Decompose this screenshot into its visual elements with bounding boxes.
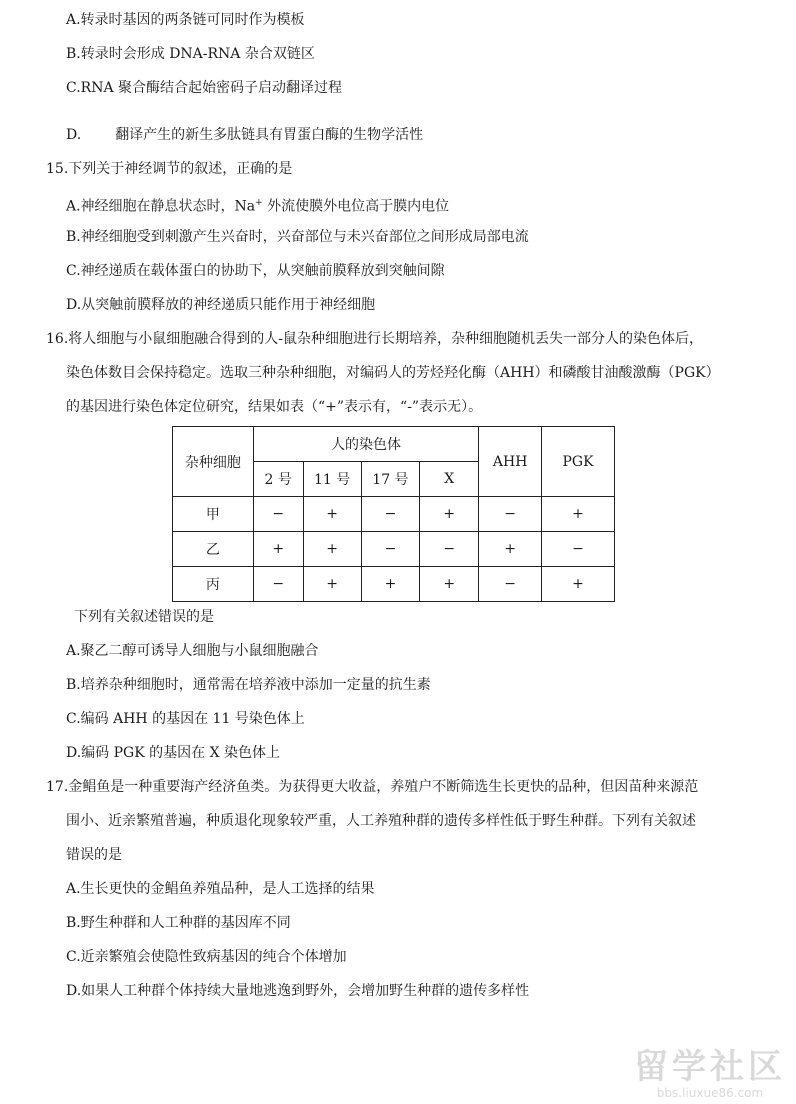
cell-chrom-x: + xyxy=(420,497,479,532)
q15-option-c: C.神经递质在载体蛋白的协助下，从突触前膜释放到突触间隙 xyxy=(66,263,445,279)
q17-stem-line-2: 围小、近亲繁殖普遍，种质退化现象较严重，人工养殖种群的遗传多样性低于野生种群。下列有关叙述 xyxy=(66,813,696,829)
watermark xyxy=(634,1048,786,1100)
cell-pgk: + xyxy=(542,567,615,602)
q15-option-a-pre: A.神经细胞在静息状态时，Na xyxy=(66,198,256,215)
cell-chrom-11: + xyxy=(303,567,361,602)
q17-option-c: C.近亲繁殖会使隐性致病基因的纯合个体增加 xyxy=(66,949,347,965)
cell-chrom-17: − xyxy=(361,532,420,567)
q15-stem: 15.下列关于神经调节的叙述，正确的是 xyxy=(46,161,293,177)
cell-chrom-11: + xyxy=(303,497,361,532)
table-row xyxy=(173,532,615,567)
q17-option-a: A.生长更快的金鲳鱼养殖品种，是人工选择的结果 xyxy=(66,881,375,897)
cell-chrom-11: + xyxy=(303,532,361,567)
header-chrom-17: 17 号 xyxy=(361,462,420,497)
cell-chrom-2: + xyxy=(253,532,303,567)
q16-option-b: B.培养杂种细胞时，通常需在培养液中添加一定量的抗生素 xyxy=(66,677,431,693)
header-chrom-2: 2 号 xyxy=(253,462,303,497)
q14-option-d-label: D. xyxy=(66,127,82,143)
q16-stem-line-3: 的基因进行染色体定位研究，结果如表（“+”表示有，“-”表示无）。 xyxy=(66,399,483,415)
header-chrom-x: X xyxy=(420,462,479,497)
watermark-logo: 留学社区 xyxy=(634,1047,786,1087)
q15-option-d: D.从突触前膜释放的神经递质只能作用于神经细胞 xyxy=(66,297,376,313)
row-name: 丙 xyxy=(173,567,254,602)
q17-option-b: B.野生种群和人工种群的基因库不同 xyxy=(66,915,291,931)
q14-option-d xyxy=(66,125,423,145)
q15-option-a-post: 外流使膜外电位高于膜内电位 xyxy=(262,198,450,215)
q15-option-a xyxy=(66,193,449,217)
cell-pgk: − xyxy=(542,532,615,567)
q17-stem-line-3: 错误的是 xyxy=(66,847,122,863)
q15-option-a-sup: + xyxy=(255,198,263,208)
cell-chrom-x: + xyxy=(420,567,479,602)
row-name: 乙 xyxy=(173,532,254,567)
q16-stem-line-2: 染色体数目会保持稳定。选取三种杂种细胞，对编码人的芳烃羟化酶（AHH）和磷酸甘油酸激酶（PGK） xyxy=(66,365,720,381)
q16-option-c: C.编码 AHH 的基因在 11 号染色体上 xyxy=(66,711,305,727)
cell-chrom-x: − xyxy=(420,532,479,567)
q16-option-a: A.聚乙二醇可诱导人细胞与小鼠细胞融合 xyxy=(66,643,319,659)
q16-stem-line-1: 16.将人细胞与小鼠细胞融合得到的人-鼠杂种细胞进行长期培养，杂种细胞随机丢失一部分人的染色体后， xyxy=(46,331,703,347)
q17-stem-line-1: 17.金鲳鱼是一种重要海产经济鱼类。为获得更大收益，养殖户不断筛选生长更快的品种，但因苗种来源范 xyxy=(46,779,699,795)
q16-option-d: D.编码 PGK 的基因在 X 染色体上 xyxy=(66,745,281,761)
chromosome-table xyxy=(172,426,615,602)
cell-ahh: − xyxy=(479,567,542,602)
q14-option-b: B.转录时会形成 DNA-RNA 杂合双链区 xyxy=(66,46,315,62)
cell-chrom-17: + xyxy=(361,567,420,602)
cell-ahh: + xyxy=(479,532,542,567)
header-ahh: AHH xyxy=(479,427,542,497)
watermark-url: bbs.liuxue86.com xyxy=(656,1086,764,1100)
header-hybrid-cell: 杂种细胞 xyxy=(173,427,254,497)
table-row xyxy=(173,567,615,602)
header-chrom-11: 11 号 xyxy=(303,462,361,497)
table-header-row xyxy=(173,427,615,462)
header-pgk: PGK xyxy=(542,427,615,497)
q16-prompt: 下列有关叙述错误的是 xyxy=(74,609,214,625)
cell-ahh: − xyxy=(479,497,542,532)
cell-pgk: + xyxy=(542,497,615,532)
table-row xyxy=(173,497,615,532)
header-human-chromosome: 人的染色体 xyxy=(253,427,478,462)
cell-chrom-2: − xyxy=(253,497,303,532)
q14-option-c: C.RNA 聚合酶结合起始密码子启动翻译过程 xyxy=(66,80,343,96)
cell-chrom-17: − xyxy=(361,497,420,532)
cell-chrom-2: − xyxy=(253,567,303,602)
q17-option-d: D.如果人工种群个体持续大量地逃逸到野外，会增加野生种群的遗传多样性 xyxy=(66,983,530,999)
row-name: 甲 xyxy=(173,497,254,532)
q14-option-d-text: 翻译产生的新生多肽链具有胃蛋白酶的生物学活性 xyxy=(115,127,424,143)
q15-option-b: B.神经细胞受到刺激产生兴奋时，兴奋部位与未兴奋部位之间形成局部电流 xyxy=(66,229,529,245)
q14-option-a: A.转录时基因的两条链可同时作为模板 xyxy=(66,12,305,28)
